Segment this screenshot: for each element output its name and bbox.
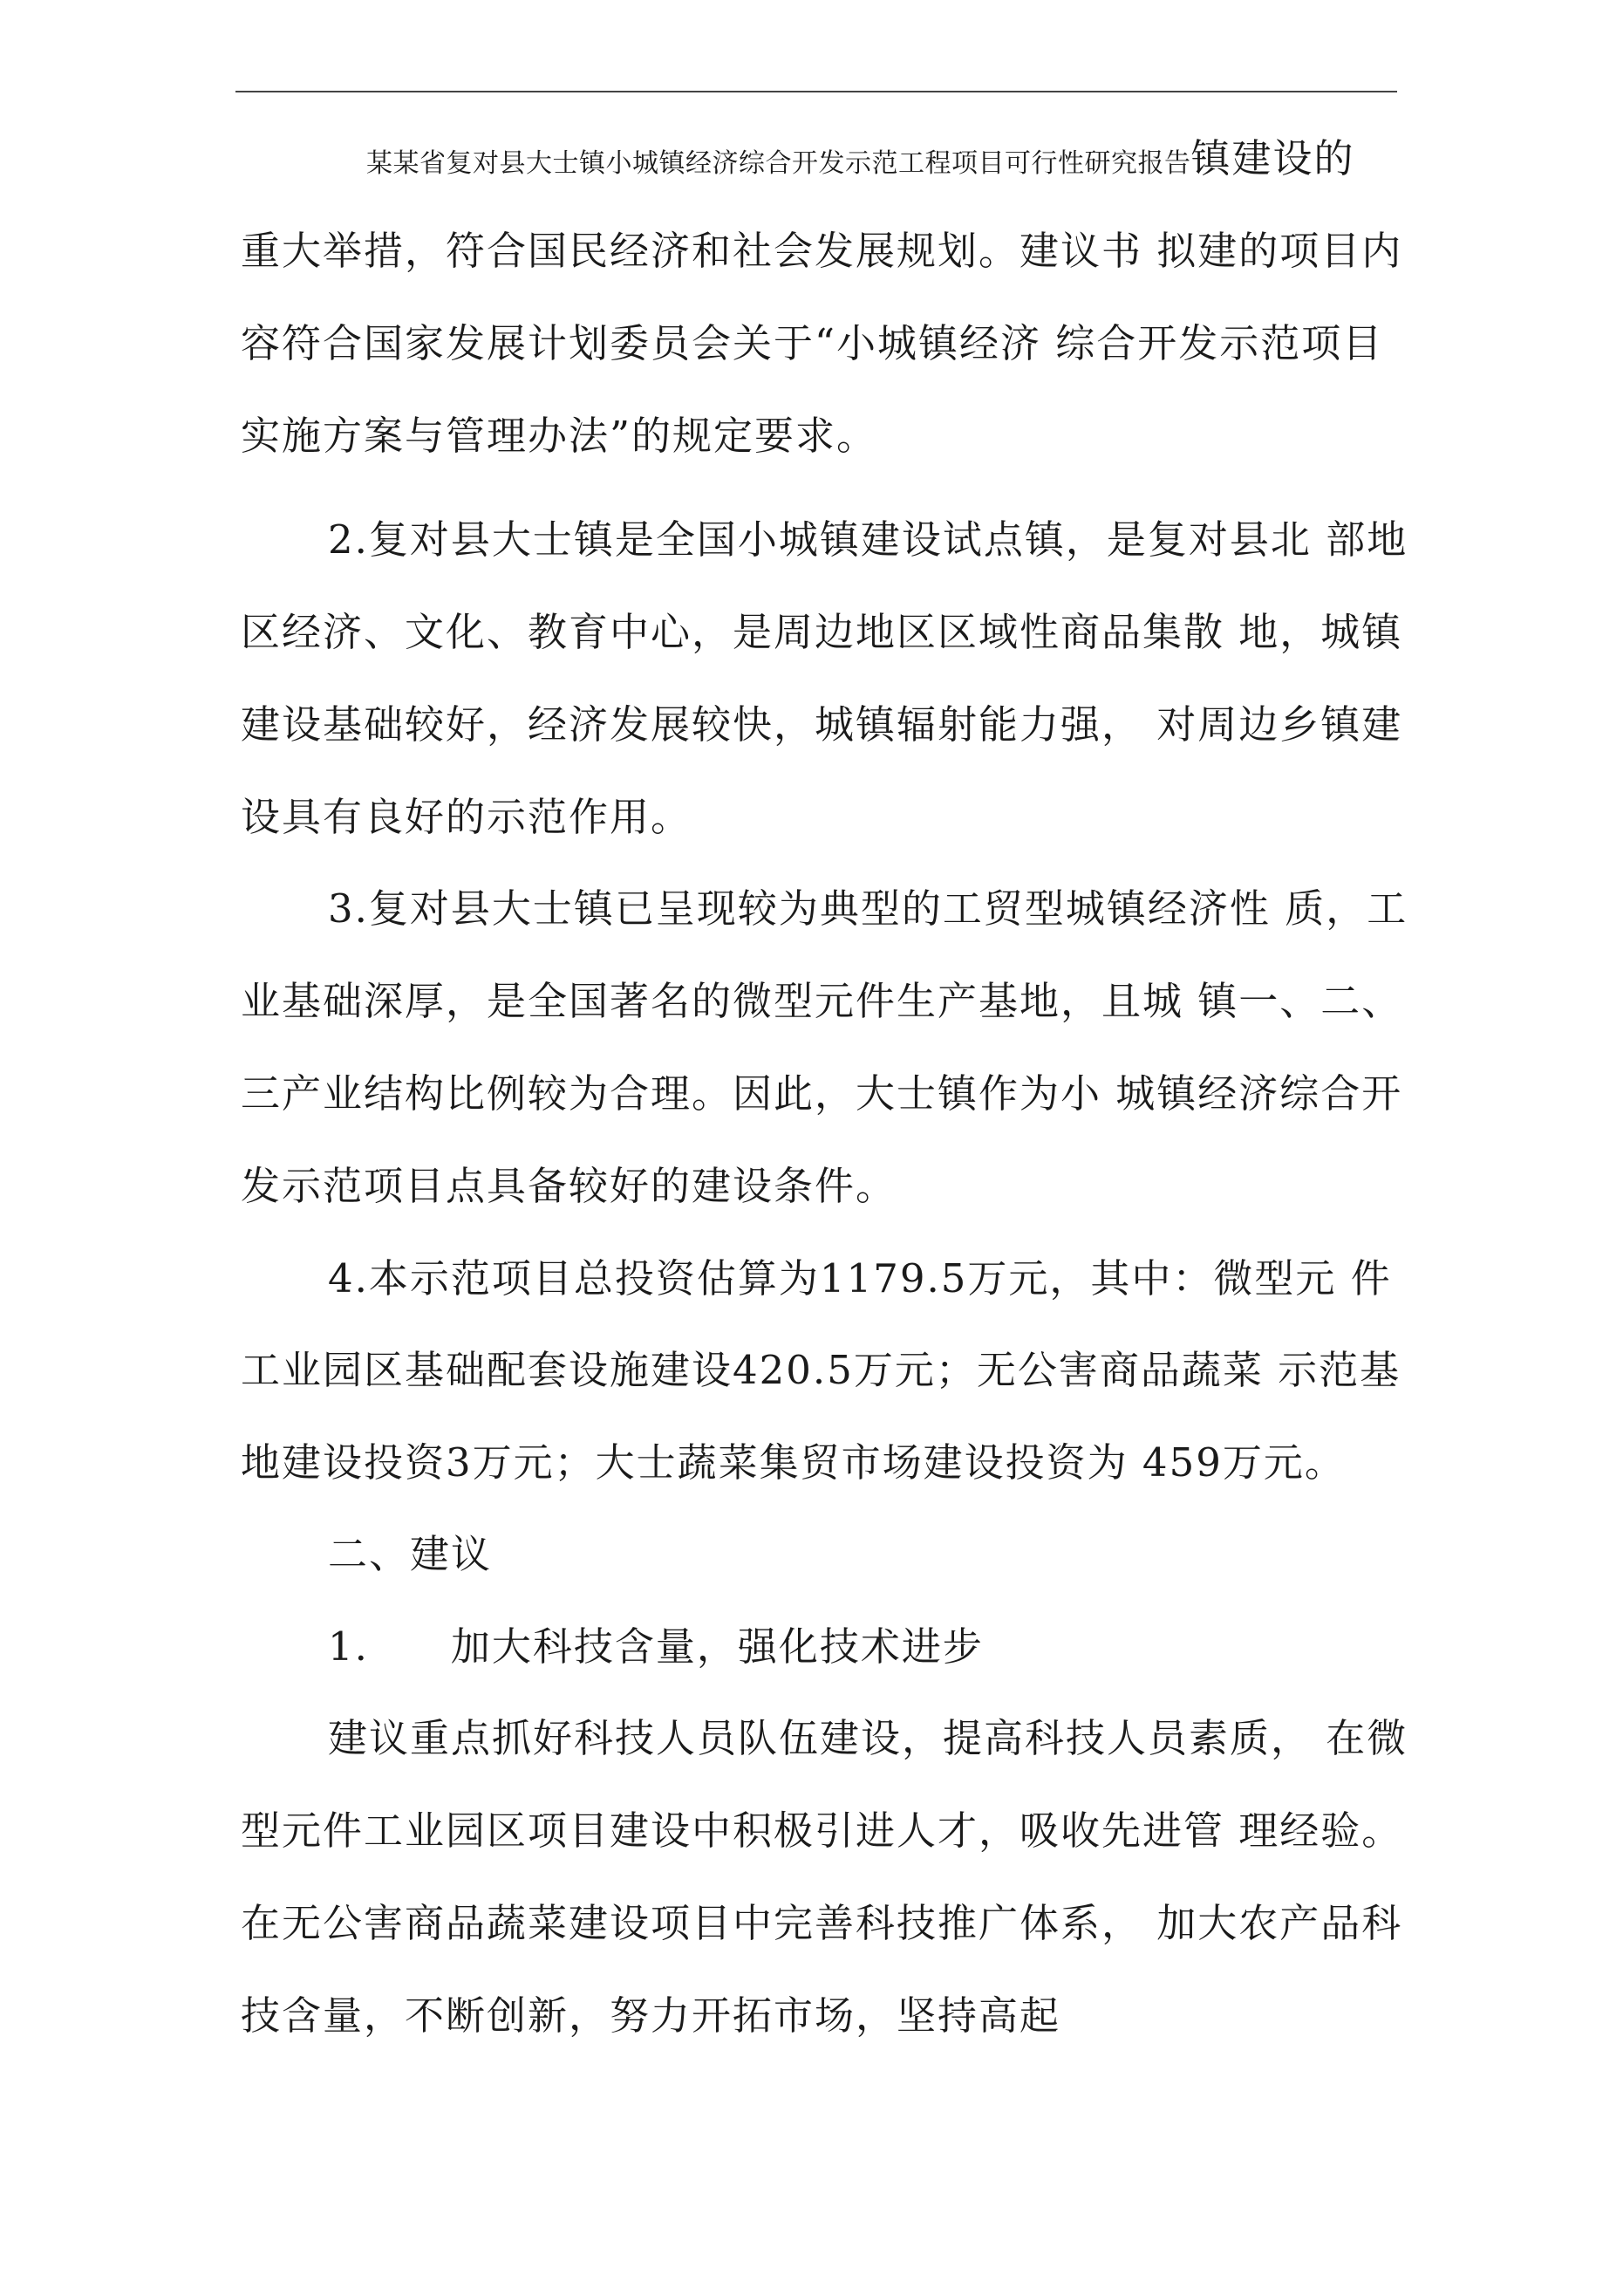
- body-line: 业基础深厚，是全国著名的微型元件生产基地，且城 镇一、二、: [241, 978, 1403, 1024]
- body-text-continuation: 镇建设的: [1190, 135, 1355, 181]
- running-header: [366, 133, 1526, 190]
- body-line: 三产业结构比例较为合理。因此，大士镇作为小 城镇经济综合开: [241, 1070, 1403, 1117]
- body-line: 重大举措，符合国民经济和社会发展规划。建议书 拟建的项目内: [241, 228, 1403, 274]
- body-line: 技含量，不断创新，努力开拓市场，坚持高起: [241, 1992, 1061, 2039]
- body-line: 实施方案与管理办法”的规定要求。: [241, 413, 878, 459]
- body-line: 区经济、文化、教育中心，是周边地区区域性商品集散 地，城镇: [241, 609, 1403, 655]
- body-line: 设具有良好的示范作用。: [241, 794, 692, 840]
- body-line: 容符合国家发展计划委员会关于“小城镇经济 综合开发示范项目: [241, 320, 1384, 366]
- document-title: 某某省复对县大士镇小城镇经济综合开发示范工程项目可行性研究报告: [366, 148, 1191, 179]
- section-heading: 二、建议: [328, 1531, 493, 1577]
- body-line: 建设基础较好，经济发展较快，城镇辐射能力强， 对周边乡镇建: [241, 701, 1403, 748]
- body-line: 工业园区基础配套设施建设420.5万元；无公害商品蔬菜 示范基: [241, 1347, 1401, 1393]
- header-rule: [235, 91, 1397, 92]
- body-line: 建议重点抓好科技人员队伍建设，提高科技人员素质， 在微: [328, 1715, 1408, 1761]
- subsection-heading: 1. 加大科技含量，强化技术进步: [328, 1623, 984, 1670]
- body-line: 发示范项目点具备较好的建设条件。: [241, 1163, 897, 1209]
- body-line: 2.复对县大士镇是全国小城镇建设试点镇，是复对县北 部地: [328, 516, 1408, 563]
- body-line: 地建设投资3万元；大士蔬菜集贸市场建设投资为 459万元。: [241, 1439, 1346, 1486]
- body-line: 4.本示范项目总投资估算为1179.5万元，其中：微型元 件: [328, 1255, 1392, 1302]
- body-line: 型元件工业园区项目建设中积极引进人才，吸收先进管 理经验。: [241, 1807, 1403, 1854]
- body-line: 3.复对县大士镇已呈现较为典型的工贸型城镇经济性 质，工: [328, 885, 1408, 932]
- body-line: 在无公害商品蔬菜建设项目中完善科技推广体系， 加大农产品科: [241, 1900, 1403, 1946]
